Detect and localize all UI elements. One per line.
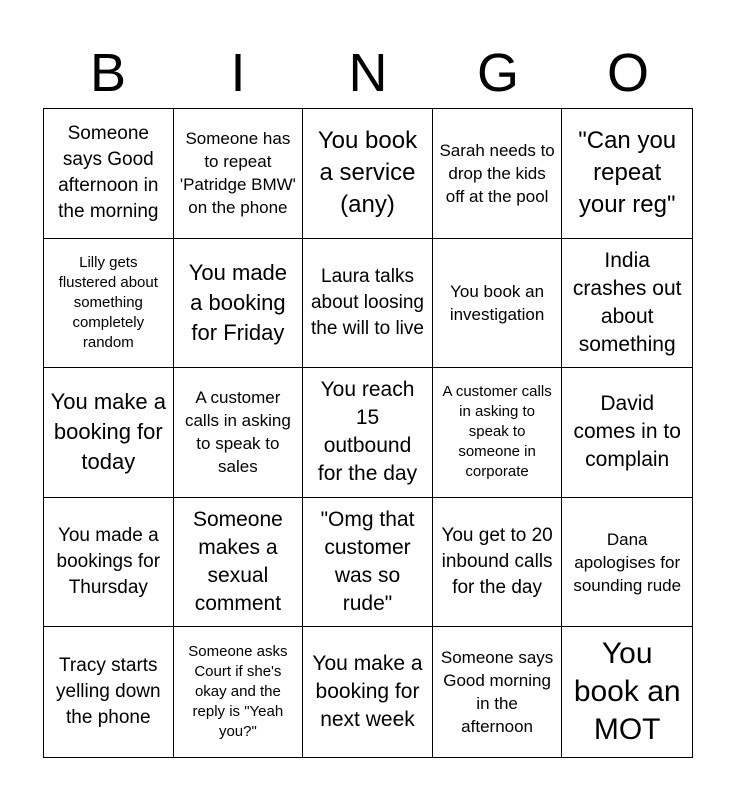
bingo-cell[interactable] (44, 498, 174, 628)
cell-text: A customer calls in asking to speak to sales (184, 388, 291, 477)
bingo-card (43, 108, 693, 758)
cell-text: Tracy starts yelling down the phone (56, 655, 161, 729)
bingo-cell[interactable] (303, 109, 433, 239)
bingo-cell[interactable] (44, 627, 174, 757)
cell-text: "Can you repeat your reg" (578, 127, 677, 219)
cell-text: Someone says Good morning in the afternoon (440, 648, 554, 737)
cell-text: You book an MOT (573, 637, 681, 747)
bingo-cell[interactable] (562, 368, 692, 498)
header-letter-b: B (89, 43, 127, 103)
cell-text: Lilly gets flustered about something completely random (58, 253, 158, 351)
cell-text: You book an investigation (449, 281, 545, 324)
cell-text: Someone asks Court if she's okay and the reply is "Yeah you?" (188, 643, 288, 741)
cell-text: "Omg that customer was so rude" (320, 508, 415, 616)
bingo-cell[interactable] (562, 627, 692, 757)
bingo-header (43, 42, 693, 104)
bingo-cell[interactable] (44, 368, 174, 498)
cell-text: You reach 15 outbound for the day (317, 378, 418, 486)
bingo-cell[interactable] (303, 368, 433, 498)
cell-text: David comes in to complain (573, 392, 681, 472)
bingo-cell[interactable] (44, 239, 174, 369)
header-letter-i: I (230, 43, 246, 103)
cell-text: You made a bookings for Thursday (56, 525, 161, 599)
cell-text: You get to 20 inbound calls for the day (441, 525, 553, 599)
bingo-cell[interactable] (433, 239, 563, 369)
cell-text: India crashes out about something (572, 248, 682, 356)
cell-text: Dana apologises for sounding rude (573, 529, 682, 595)
bingo-cell[interactable] (303, 498, 433, 628)
bingo-cell[interactable] (174, 498, 304, 628)
cell-text: A customer calls in asking to speak to someone in corporate (442, 383, 552, 481)
cell-text: Someone makes a sexual comment (192, 508, 283, 616)
bingo-cell[interactable] (303, 239, 433, 369)
bingo-cell[interactable] (433, 498, 563, 628)
bingo-cell[interactable] (433, 627, 563, 757)
bingo-cell[interactable] (303, 627, 433, 757)
bingo-cell[interactable] (174, 627, 304, 757)
bingo-cell[interactable] (174, 109, 304, 239)
bingo-cell[interactable] (174, 368, 304, 498)
cell-text: You make a booking for next week (312, 652, 423, 732)
cell-text: You made a booking for Friday (188, 259, 288, 345)
cell-text: You make a booking for today (50, 389, 166, 475)
header-letter-g: G (476, 43, 519, 103)
cell-text: You book a service (any) (317, 127, 418, 219)
bingo-cell[interactable] (44, 109, 174, 239)
bingo-cell[interactable] (433, 368, 563, 498)
cell-text: Someone has to repeat 'Patridge BMW' on the phone (179, 129, 296, 218)
bingo-cell[interactable] (433, 109, 563, 239)
bingo-cell[interactable] (562, 239, 692, 369)
cell-text: Sarah needs to drop the kids off at the pool (439, 140, 555, 206)
cell-text: Laura talks about loosing the will to live (310, 265, 425, 339)
bingo-cell[interactable] (562, 498, 692, 628)
header-letter-o: O (606, 43, 649, 103)
cell-text: Someone says Good afternoon in the morning (58, 123, 159, 223)
header-letter-n: N (348, 43, 388, 103)
bingo-cell[interactable] (174, 239, 304, 369)
bingo-cell[interactable] (562, 109, 692, 239)
